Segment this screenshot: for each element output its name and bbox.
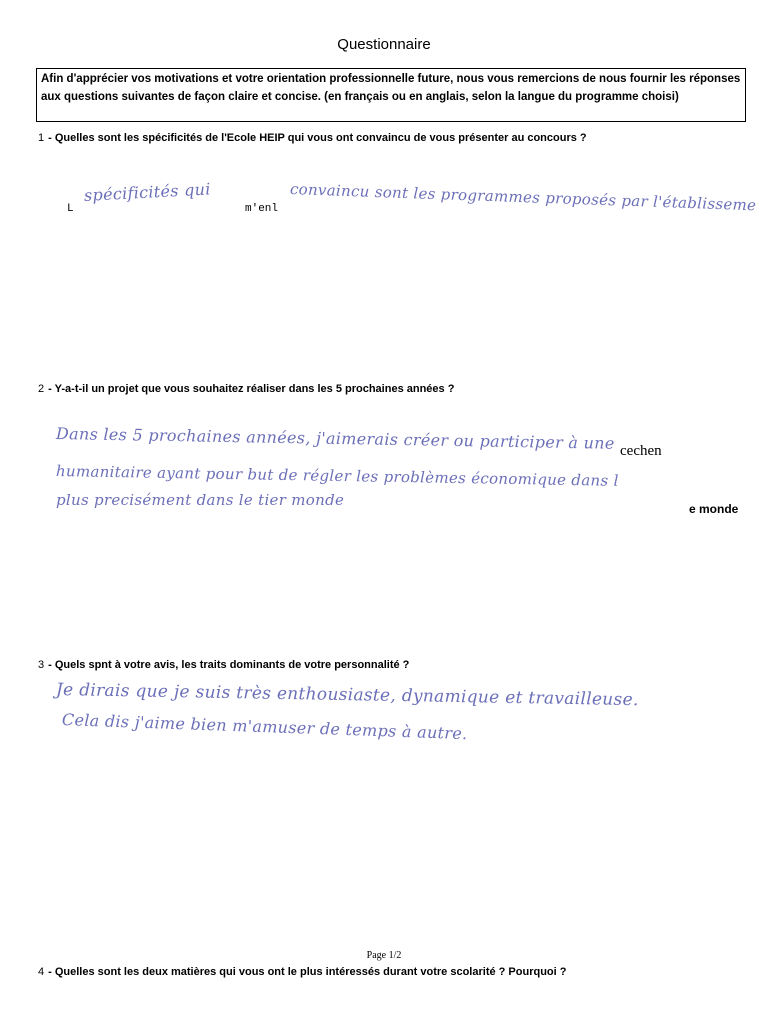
question-4-text: - Quelles sont les deux matières qui vous ont le plus intéressés durant votre scolarité ? Pourquoi ? xyxy=(48,966,567,978)
question-1-text: - Quelles sont les spécificités de l'Ecole HEIP qui vous ont convaincu de vous présenter au concours ? xyxy=(48,132,587,144)
page-title: Questionnaire xyxy=(337,36,431,53)
question-2-number: 2 xyxy=(38,383,45,395)
answer-3-line-2: Cela dis j'aime bien m'amuser de temps à autre. xyxy=(61,710,468,744)
question-3-number: 3 xyxy=(38,659,45,671)
answer-2-line-2: humanitaire ayant pour but de régler les problèmes économique dans l xyxy=(55,462,619,490)
question-2-text: - Y-a-t-il un projet que vous souhaitez réaliser dans les 5 prochaines années ? xyxy=(48,383,455,395)
answer-1-typed-l: L xyxy=(67,203,74,215)
question-2 xyxy=(38,383,454,395)
intro-box: Afin d'apprécier vos motivations et votre orientation professionnelle future, nous vous remercions de nous fournir les réponses aux questions suivantes de façon claire et concise. (en français ou en anglais, selon la langue du programme choisi) xyxy=(36,68,746,122)
answer-1-typed-menl: m'enl xyxy=(245,203,279,215)
question-1 xyxy=(38,132,587,144)
page-number: Page 1/2 xyxy=(366,950,402,961)
question-4-number: 4 xyxy=(38,966,45,978)
question-3 xyxy=(38,659,409,671)
answer-2-line-3: plus precisément dans le tier monde xyxy=(56,491,345,509)
answer-2-line-1: Dans les 5 prochaines années, j'aimerais créer ou participer à une xyxy=(55,424,615,453)
answer-3-line-1: Je dirais que je suis très enthousiaste, dynamique et travailleuse. xyxy=(55,680,639,711)
answer-1-handwriting-a: spécificités qui xyxy=(83,179,212,205)
answer-2-typed-emonde: e monde xyxy=(689,502,739,516)
question-3-text: - Quels spnt à votre avis, les traits dominants de votre personnalité ? xyxy=(48,659,410,671)
answer-2-typed-cechen: cechen xyxy=(620,443,662,459)
answer-1-handwriting-b: convaincu sont les programmes proposés par l'établisseme xyxy=(289,180,757,215)
question-4 xyxy=(38,966,566,978)
question-1-number: 1 xyxy=(38,132,45,144)
